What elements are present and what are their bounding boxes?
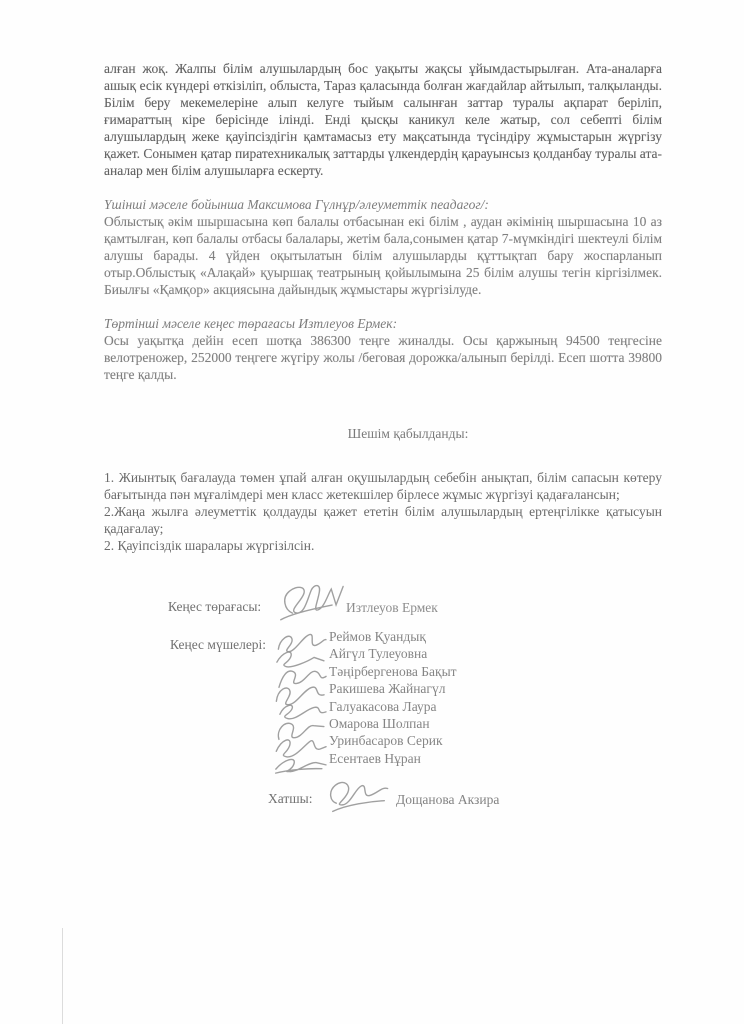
secretary-name: Дощанова Акзира <box>396 792 500 807</box>
member-name: Омарова Шолпан <box>329 715 430 731</box>
decision-item: 1. Жиынтық бағалауда төмен ұпай алған оқушылардың себебін анықтап, білім сапасын көтеру бағытында пән мұғалімдері мен класс жетекшілер бірлесе жұмыс жүргізуі қадағалансын; <box>104 470 662 502</box>
member-name: Ракишева Жайнагүл <box>329 681 446 697</box>
body-paragraph-1: алған жоқ. Жалпы білім алушылардың бос уақыты жақсы ұйымдастырылған. Ата-аналарға ашық есік күндері өткізіліп, облыста, Тараз қаласында болған жағдайлар айтылып, талқыланды. Білім беру мекемелеріне алып келуге тыйым салынған заттар туралы ақпарат беріліп, ғимараттың кіре берісінде ілінді. Енді қысқы каникул келе жатыр, сол себепті білім алушылардың жеке қауіпсіздігін қамтамасыз ету мақсатында түсіндіру жұмыстарын жүргізу қажет. Сонымен қатар пиратехникалық заттарды үлкендердің қарауынсыз қолданбау туралы ата-аналар мен білім алушыларға ескерту. <box>104 61 662 178</box>
member-name: Айгүл Тулеуовна <box>329 646 428 662</box>
signature-block <box>104 586 662 815</box>
member-signature-item <box>274 645 457 662</box>
issue-three-heading: Үшінші мәселе бойынша Максимова Гүлнұр/әлеуметтік пеадагог/: <box>104 197 489 212</box>
decision-heading: Шешім қабылданды: <box>347 426 469 441</box>
member-signature-item <box>274 698 457 715</box>
member-signature-item <box>274 680 457 697</box>
member-name: Тәңірбергенова Бақыт <box>329 663 457 679</box>
document-content <box>104 60 662 815</box>
member-signature-icon <box>274 751 329 777</box>
issue-four-body: Осы уақытқа дейін есеп шотқа 386300 теңге жиналды. Осы қаржының 94500 теңгесіне велотреножер, 252000 теңгеге жүгіру жолы /беговая дорожка/алынып берілді. Есеп шотта 39800 теңге қалды. <box>104 333 662 382</box>
chairman-name: Изтлеуов Ермек <box>346 600 438 615</box>
decision-item: 2. Қауіпсіздік шаралары жүргізілсін. <box>104 538 315 553</box>
secretary-signature-row <box>268 781 662 815</box>
member-signature-item <box>274 715 457 732</box>
member-signature-item <box>274 750 457 767</box>
member-name: Уринбасаров Серик <box>329 733 443 749</box>
chairman-signature-icon <box>277 580 351 628</box>
member-name: Галуакасова Лаура <box>329 698 437 714</box>
member-signature-item <box>274 663 457 680</box>
scan-artifact-line <box>62 928 63 1024</box>
secretary-label: Хатшы: <box>268 791 313 806</box>
members-label: Кеңес мүшелері: <box>170 637 267 652</box>
decision-list <box>104 469 662 554</box>
member-signature-item <box>274 628 457 645</box>
chairman-signature-row <box>168 586 662 626</box>
member-signature-item <box>274 732 457 749</box>
secretary-signature-icon <box>325 776 393 815</box>
members-column <box>274 628 457 767</box>
members-signature-row <box>170 628 662 768</box>
decision-item: 2.Жаңа жылға әлеуметтік қолдауды қажет ететін білім алушылардың ертеңгілікке қатысуын қадағалау; <box>104 504 662 536</box>
member-name: Есентаев Нұран <box>329 750 421 766</box>
chairman-label: Кеңес төрағасы: <box>168 599 262 614</box>
member-name: Реймов Қуандық <box>329 629 426 644</box>
issue-four-heading: Төртінші мәселе кеңес төрағасы Изтлеуов Ермек: <box>104 316 398 331</box>
issue-three-body: Облыстық әкім шыршасына көп балалы отбасынан екі білім , аудан әкімінің шыршасына 10 аз қамтылған, көп балалы отбасы балалары, жетім бала,сонымен қатар 7-мүмкіндігі шектеулі білім алушы барады. 4 үйден оқытылатын білім алушыларды құттықтап бару жоспарланып отыр.Облыстық «Алақай» қуыршақ театрының қойылымына 25 білім алушы тегін кіргізілмек. Биылғы «Қамқор» акциясына дайындық жұмыстары жүргізілуде. <box>104 214 662 297</box>
